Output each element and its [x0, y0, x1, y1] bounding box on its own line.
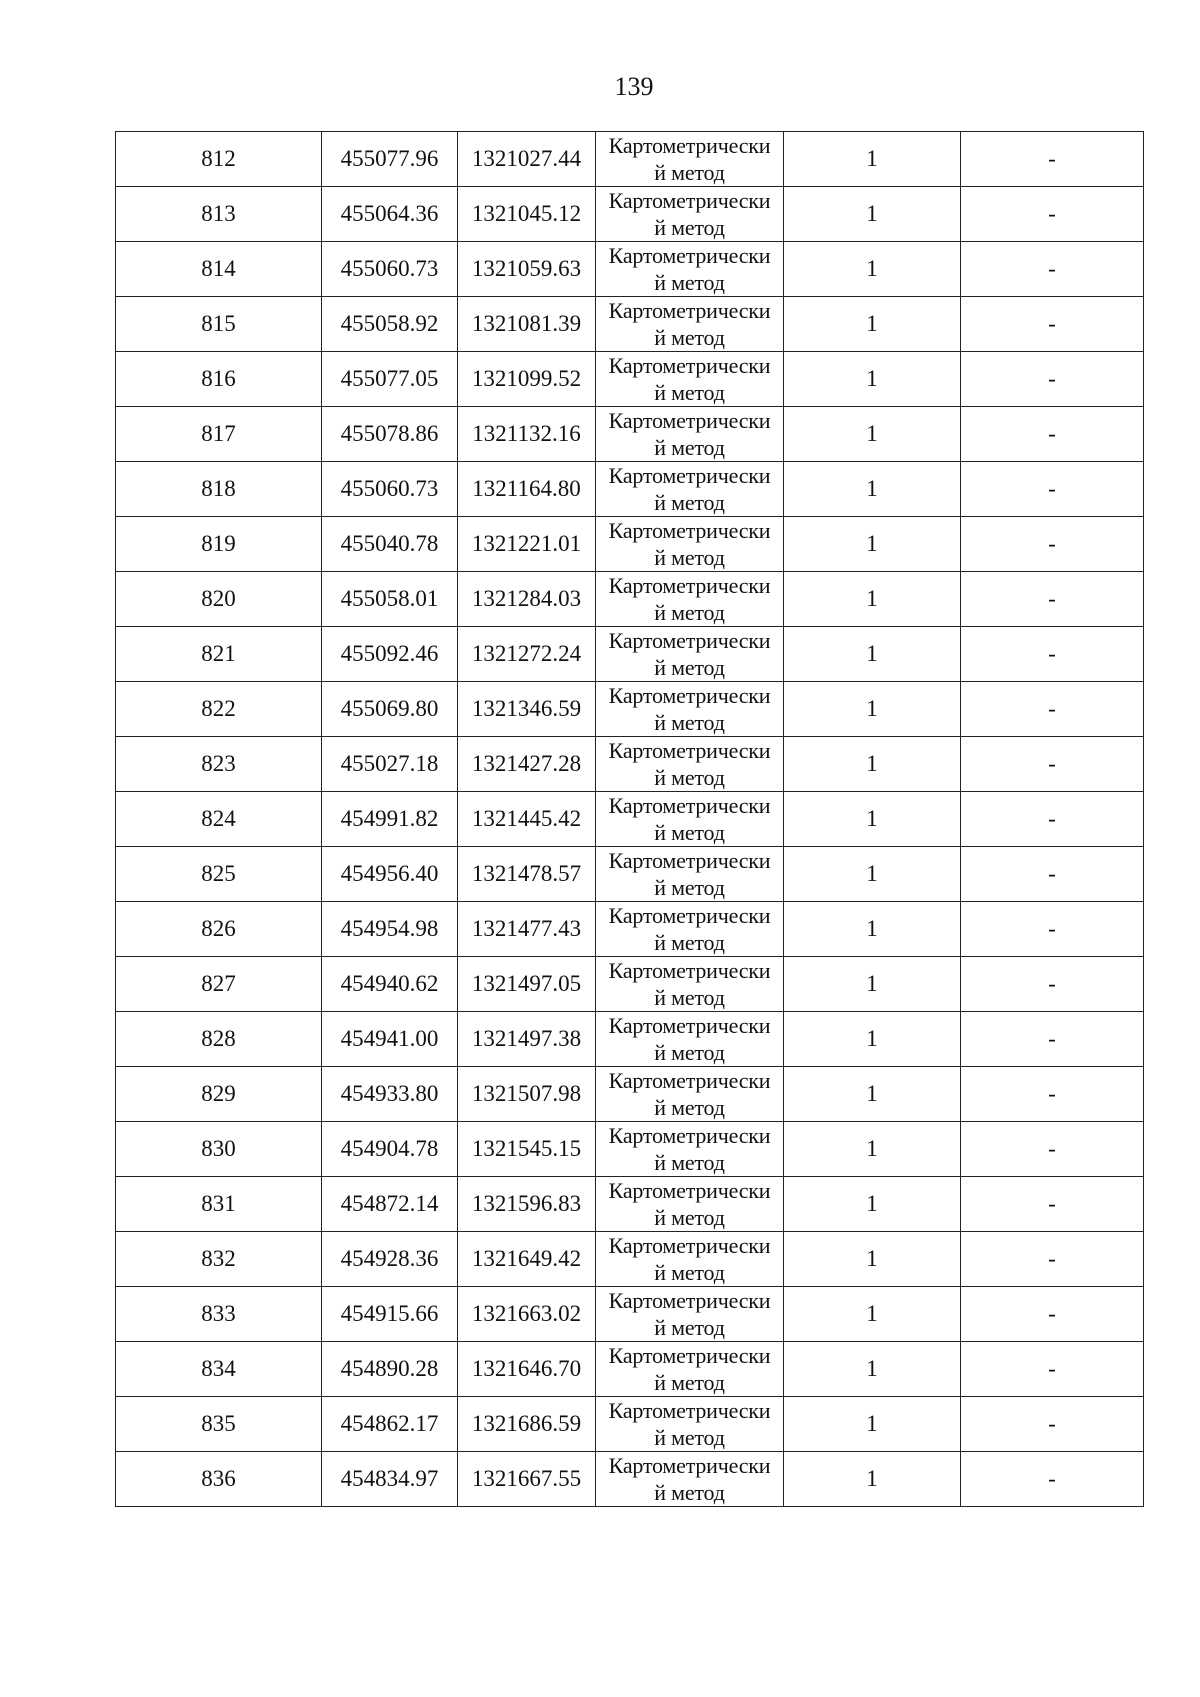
x-coordinate-cell: 454940.62 [322, 957, 458, 1012]
table-body [116, 132, 1144, 1507]
note-cell: - [961, 407, 1144, 462]
note-cell: - [961, 1287, 1144, 1342]
table-row [116, 297, 1144, 352]
method-cell [596, 1012, 784, 1067]
method-text-line2: й метод [654, 765, 725, 790]
y-coordinate-cell: 1321646.70 [458, 1342, 596, 1397]
y-coordinate-cell: 1321059.63 [458, 242, 596, 297]
x-coordinate-cell: 454956.40 [322, 847, 458, 902]
method-text-line1: Картометрически [608, 848, 771, 873]
note-cell: - [961, 1177, 1144, 1232]
method-text-line2: й метод [654, 270, 725, 295]
table-row [116, 902, 1144, 957]
table-row [116, 792, 1144, 847]
accuracy-cell: 1 [784, 572, 961, 627]
accuracy-cell: 1 [784, 1397, 961, 1452]
y-coordinate-cell: 1321667.55 [458, 1452, 596, 1507]
method-cell [596, 1232, 784, 1287]
method-text-line1: Картометрически [608, 298, 771, 323]
method-text-line1: Картометрически [608, 133, 771, 158]
y-coordinate-cell: 1321099.52 [458, 352, 596, 407]
x-coordinate-cell: 455092.46 [322, 627, 458, 682]
table-row [116, 957, 1144, 1012]
method-text-line2: й метод [654, 325, 725, 350]
method-cell [596, 462, 784, 517]
method-cell [596, 242, 784, 297]
point-number-cell: 819 [116, 517, 322, 572]
accuracy-cell: 1 [784, 1012, 961, 1067]
y-coordinate-cell: 1321427.28 [458, 737, 596, 792]
method-cell [596, 1452, 784, 1507]
note-cell: - [961, 462, 1144, 517]
x-coordinate-cell: 454991.82 [322, 792, 458, 847]
x-coordinate-cell: 455058.01 [322, 572, 458, 627]
method-cell [596, 572, 784, 627]
point-number-cell: 823 [116, 737, 322, 792]
table-row [116, 847, 1144, 902]
note-cell: - [961, 902, 1144, 957]
note-cell: - [961, 627, 1144, 682]
method-text-line1: Картометрически [608, 1178, 771, 1203]
point-number-cell: 827 [116, 957, 322, 1012]
x-coordinate-cell: 455064.36 [322, 187, 458, 242]
point-number-cell: 824 [116, 792, 322, 847]
accuracy-cell: 1 [784, 1177, 961, 1232]
note-cell: - [961, 517, 1144, 572]
y-coordinate-cell: 1321284.03 [458, 572, 596, 627]
method-text-line2: й метод [654, 1425, 725, 1450]
method-text-line2: й метод [654, 545, 725, 570]
accuracy-cell: 1 [784, 1287, 961, 1342]
method-text-line1: Картометрически [608, 408, 771, 433]
y-coordinate-cell: 1321477.43 [458, 902, 596, 957]
table-row [116, 682, 1144, 737]
method-cell [596, 187, 784, 242]
accuracy-cell: 1 [784, 627, 961, 682]
y-coordinate-cell: 1321497.05 [458, 957, 596, 1012]
accuracy-cell: 1 [784, 1452, 961, 1507]
accuracy-cell: 1 [784, 902, 961, 957]
table-row [116, 462, 1144, 517]
x-coordinate-cell: 454890.28 [322, 1342, 458, 1397]
table-row [116, 187, 1144, 242]
method-text-line2: й метод [654, 490, 725, 515]
method-text-line2: й метод [654, 600, 725, 625]
method-text-line1: Картометрически [608, 1068, 771, 1093]
table-row [116, 572, 1144, 627]
coordinates-table [115, 131, 1144, 1507]
accuracy-cell: 1 [784, 352, 961, 407]
note-cell: - [961, 737, 1144, 792]
point-number-cell: 836 [116, 1452, 322, 1507]
method-text-line2: й метод [654, 160, 725, 185]
y-coordinate-cell: 1321132.16 [458, 407, 596, 462]
method-cell [596, 1177, 784, 1232]
method-text-line1: Картометрически [608, 1013, 771, 1038]
table-row [116, 517, 1144, 572]
table-row [116, 1342, 1144, 1397]
point-number-cell: 832 [116, 1232, 322, 1287]
accuracy-cell: 1 [784, 462, 961, 517]
note-cell: - [961, 682, 1144, 737]
y-coordinate-cell: 1321272.24 [458, 627, 596, 682]
table-row [116, 1287, 1144, 1342]
table-row [116, 1452, 1144, 1507]
note-cell: - [961, 352, 1144, 407]
method-text-line1: Картометрически [608, 958, 771, 983]
table-row [116, 737, 1144, 792]
x-coordinate-cell: 455077.96 [322, 132, 458, 187]
table-row [116, 1232, 1144, 1287]
method-cell [596, 1342, 784, 1397]
method-text-line1: Картометрически [608, 463, 771, 488]
point-number-cell: 826 [116, 902, 322, 957]
point-number-cell: 814 [116, 242, 322, 297]
x-coordinate-cell: 455069.80 [322, 682, 458, 737]
method-text-line1: Картометрически [608, 628, 771, 653]
accuracy-cell: 1 [784, 297, 961, 352]
point-number-cell: 834 [116, 1342, 322, 1397]
point-number-cell: 816 [116, 352, 322, 407]
accuracy-cell: 1 [784, 1067, 961, 1122]
x-coordinate-cell: 454904.78 [322, 1122, 458, 1177]
table-row [116, 132, 1144, 187]
point-number-cell: 821 [116, 627, 322, 682]
method-text-line2: й метод [654, 1260, 725, 1285]
table-row [116, 627, 1144, 682]
point-number-cell: 835 [116, 1397, 322, 1452]
note-cell: - [961, 572, 1144, 627]
x-coordinate-cell: 455060.73 [322, 462, 458, 517]
method-text-line2: й метод [654, 1315, 725, 1340]
point-number-cell: 813 [116, 187, 322, 242]
accuracy-cell: 1 [784, 792, 961, 847]
y-coordinate-cell: 1321027.44 [458, 132, 596, 187]
y-coordinate-cell: 1321478.57 [458, 847, 596, 902]
accuracy-cell: 1 [784, 737, 961, 792]
note-cell: - [961, 957, 1144, 1012]
method-text-line2: й метод [654, 930, 725, 955]
accuracy-cell: 1 [784, 957, 961, 1012]
method-text-line1: Картометрически [608, 1343, 771, 1368]
point-number-cell: 829 [116, 1067, 322, 1122]
note-cell: - [961, 1122, 1144, 1177]
method-text-line1: Картометрически [608, 1233, 771, 1258]
method-cell [596, 1067, 784, 1122]
point-number-cell: 828 [116, 1012, 322, 1067]
table-row [116, 1122, 1144, 1177]
page-number: 139 [614, 72, 654, 101]
x-coordinate-cell: 454862.17 [322, 1397, 458, 1452]
method-cell [596, 792, 784, 847]
x-coordinate-cell: 454834.97 [322, 1452, 458, 1507]
x-coordinate-cell: 454941.00 [322, 1012, 458, 1067]
note-cell: - [961, 847, 1144, 902]
accuracy-cell: 1 [784, 132, 961, 187]
method-text-line1: Картометрически [608, 518, 771, 543]
method-text-line2: й метод [654, 1095, 725, 1120]
method-text-line1: Картометрически [608, 683, 771, 708]
note-cell: - [961, 242, 1144, 297]
y-coordinate-cell: 1321221.01 [458, 517, 596, 572]
method-text-line1: Картометрически [608, 1453, 771, 1478]
method-cell [596, 902, 784, 957]
method-text-line2: й метод [654, 710, 725, 735]
method-text-line1: Картометрически [608, 573, 771, 598]
note-cell: - [961, 1397, 1144, 1452]
method-text-line2: й метод [654, 820, 725, 845]
note-cell: - [961, 1067, 1144, 1122]
x-coordinate-cell: 454928.36 [322, 1232, 458, 1287]
method-cell [596, 297, 784, 352]
accuracy-cell: 1 [784, 187, 961, 242]
x-coordinate-cell: 455077.05 [322, 352, 458, 407]
x-coordinate-cell: 455027.18 [322, 737, 458, 792]
table-row [116, 242, 1144, 297]
y-coordinate-cell: 1321649.42 [458, 1232, 596, 1287]
method-text-line1: Картометрически [608, 1288, 771, 1313]
accuracy-cell: 1 [784, 407, 961, 462]
note-cell: - [961, 132, 1144, 187]
x-coordinate-cell: 454933.80 [322, 1067, 458, 1122]
accuracy-cell: 1 [784, 1342, 961, 1397]
note-cell: - [961, 1342, 1144, 1397]
table-row [116, 1067, 1144, 1122]
method-text-line1: Картометрически [608, 353, 771, 378]
y-coordinate-cell: 1321497.38 [458, 1012, 596, 1067]
point-number-cell: 830 [116, 1122, 322, 1177]
table-row [116, 1397, 1144, 1452]
y-coordinate-cell: 1321346.59 [458, 682, 596, 737]
method-cell [596, 957, 784, 1012]
method-text-line1: Картометрически [608, 903, 771, 928]
note-cell: - [961, 792, 1144, 847]
table-row [116, 1012, 1144, 1067]
x-coordinate-cell: 454915.66 [322, 1287, 458, 1342]
method-text-line2: й метод [654, 215, 725, 240]
y-coordinate-cell: 1321507.98 [458, 1067, 596, 1122]
accuracy-cell: 1 [784, 517, 961, 572]
method-cell [596, 1397, 784, 1452]
method-cell [596, 1287, 784, 1342]
method-text-line1: Картометрически [608, 793, 771, 818]
point-number-cell: 818 [116, 462, 322, 517]
point-number-cell: 815 [116, 297, 322, 352]
method-cell [596, 627, 784, 682]
note-cell: - [961, 1452, 1144, 1507]
method-cell [596, 682, 784, 737]
y-coordinate-cell: 1321596.83 [458, 1177, 596, 1232]
note-cell: - [961, 187, 1144, 242]
method-text-line2: й метод [654, 1205, 725, 1230]
method-text-line1: Картометрически [608, 738, 771, 763]
method-cell [596, 737, 784, 792]
note-cell: - [961, 1232, 1144, 1287]
x-coordinate-cell: 455058.92 [322, 297, 458, 352]
y-coordinate-cell: 1321081.39 [458, 297, 596, 352]
note-cell: - [961, 1012, 1144, 1067]
method-text-line1: Картометрически [608, 1398, 771, 1423]
method-text-line2: й метод [654, 435, 725, 460]
y-coordinate-cell: 1321045.12 [458, 187, 596, 242]
method-text-line1: Картометрически [608, 188, 771, 213]
method-cell [596, 352, 784, 407]
method-text-line2: й метод [654, 985, 725, 1010]
method-text-line2: й метод [654, 875, 725, 900]
point-number-cell: 825 [116, 847, 322, 902]
point-number-cell: 817 [116, 407, 322, 462]
x-coordinate-cell: 455078.86 [322, 407, 458, 462]
x-coordinate-cell: 455040.78 [322, 517, 458, 572]
accuracy-cell: 1 [784, 847, 961, 902]
method-text-line2: й метод [654, 380, 725, 405]
point-number-cell: 822 [116, 682, 322, 737]
table-row [116, 407, 1144, 462]
point-number-cell: 831 [116, 1177, 322, 1232]
method-cell [596, 132, 784, 187]
method-text-line1: Картометрически [608, 243, 771, 268]
y-coordinate-cell: 1321164.80 [458, 462, 596, 517]
method-text-line2: й метод [654, 1370, 725, 1395]
method-cell [596, 1122, 784, 1177]
table-row [116, 1177, 1144, 1232]
method-cell [596, 847, 784, 902]
accuracy-cell: 1 [784, 242, 961, 297]
method-text-line2: й метод [654, 655, 725, 680]
method-text-line2: й метод [654, 1040, 725, 1065]
x-coordinate-cell: 454872.14 [322, 1177, 458, 1232]
y-coordinate-cell: 1321686.59 [458, 1397, 596, 1452]
y-coordinate-cell: 1321663.02 [458, 1287, 596, 1342]
y-coordinate-cell: 1321445.42 [458, 792, 596, 847]
point-number-cell: 812 [116, 132, 322, 187]
table-row [116, 352, 1144, 407]
x-coordinate-cell: 455060.73 [322, 242, 458, 297]
method-text-line2: й метод [654, 1150, 725, 1175]
method-text-line1: Картометрически [608, 1123, 771, 1148]
accuracy-cell: 1 [784, 1122, 961, 1177]
point-number-cell: 820 [116, 572, 322, 627]
note-cell: - [961, 297, 1144, 352]
accuracy-cell: 1 [784, 682, 961, 737]
method-text-line2: й метод [654, 1480, 725, 1505]
y-coordinate-cell: 1321545.15 [458, 1122, 596, 1177]
accuracy-cell: 1 [784, 1232, 961, 1287]
method-cell [596, 517, 784, 572]
x-coordinate-cell: 454954.98 [322, 902, 458, 957]
method-cell [596, 407, 784, 462]
point-number-cell: 833 [116, 1287, 322, 1342]
